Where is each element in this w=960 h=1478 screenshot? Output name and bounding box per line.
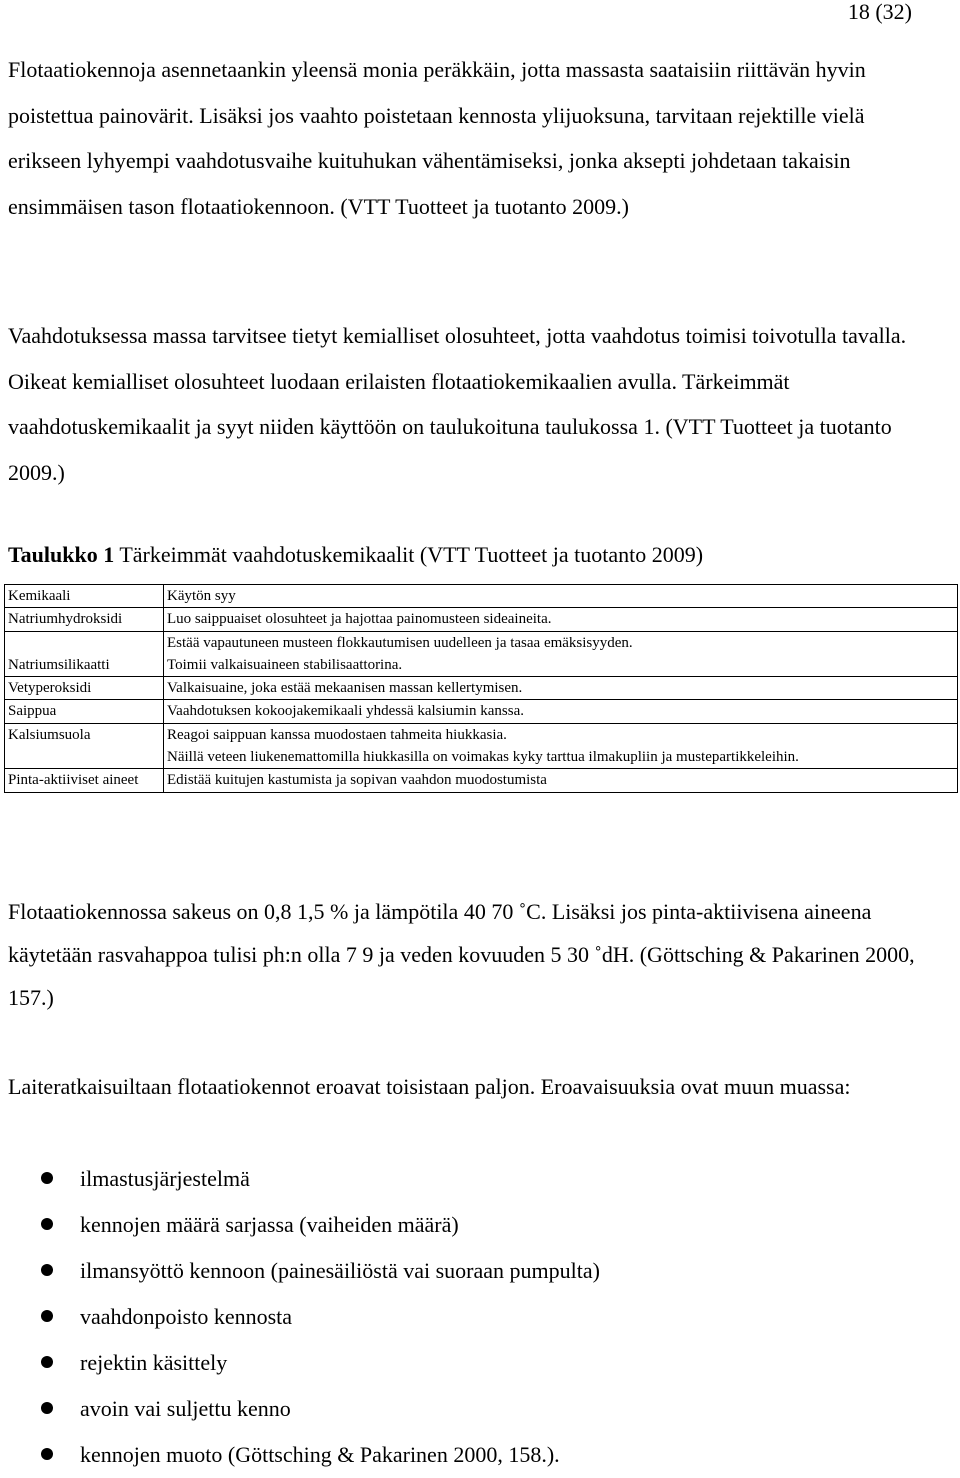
- header-reason: Käytön syy: [164, 585, 958, 608]
- paragraph-flotation-cells: Flotaatiokennoja asennetaankin yleensä monia peräkkäin, jotta massasta saataisiin riittävän hyvin poistettua painovärit. Lisäksi jos vaahto poistetaan kennosta ylijuoksuna, tarvitaan rejektille vielä erikseen lyhyempi vaahdotusvaihe kuituhukan vähentämiseksi, jonka aksepti johdetaan takaisin ensimmäisen tason flotaatiokennoon. (VTT Tuotteet ja tuotanto 2009.): [8, 57, 866, 219]
- paragraph-equipment-differences: Laiteratkaisuiltaan flotaatiokennot eroavat toisistaan paljon. Eroavaisuuksia ovat muun muassa:: [8, 1074, 851, 1099]
- list-item-text: avoin vai suljettu kenno: [80, 1396, 291, 1421]
- reason-line: Luo saippuaiset olosuhteet ja hajottaa painomusteen sideaineita.: [167, 611, 552, 628]
- bullet-icon: [41, 1402, 53, 1414]
- table-row: [5, 631, 958, 677]
- chemical-name: Saippua: [5, 700, 164, 723]
- chemical-reason: [164, 677, 958, 700]
- chemical-name: Vetyperoksidi: [5, 677, 164, 700]
- chemical-name: Natriumsilikaatti: [5, 631, 164, 677]
- bullet-icon: [41, 1264, 53, 1276]
- list-item-text: vaahdonpoisto kennosta: [80, 1304, 293, 1329]
- reason-line: Edistää kuitujen kastumista ja sopivan vaahdon muodostumista: [167, 772, 547, 789]
- table-header-row: [5, 585, 958, 608]
- list-item: [0, 1156, 600, 1202]
- table-row: [5, 723, 958, 769]
- list-item-text: ilmastusjärjestelmä: [80, 1166, 250, 1191]
- list-item: [0, 1432, 600, 1478]
- table-caption-label: Taulukko 1: [8, 542, 115, 567]
- reason-line: Toimii valkaisuaineen stabilisaattorina.: [167, 656, 403, 673]
- chemical-reason: [164, 769, 958, 792]
- chemical-name: Pinta-aktiiviset aineet: [5, 769, 164, 792]
- chemical-reason: [164, 723, 958, 769]
- header-chemical: Kemikaali: [5, 585, 164, 608]
- bullet-icon: [41, 1172, 53, 1184]
- table-row: [5, 769, 958, 792]
- differences-list: [0, 1156, 600, 1478]
- chemical-name: Natriumhydroksidi: [5, 608, 164, 631]
- page-number: 18 (32): [847, 0, 912, 24]
- bullet-icon: [41, 1218, 53, 1230]
- list-item: [0, 1340, 600, 1386]
- table-row: [5, 608, 958, 631]
- list-item-text: kennojen muoto (Göttsching & Pakarinen 2000, 158.).: [80, 1442, 560, 1467]
- list-item-text: ilmansyöttö kennoon (painesäiliöstä vai suoraan pumpulta): [80, 1258, 600, 1283]
- reason-line: Estää vapautuneen musteen flokkautumisen uudelleen ja tasaa emäksisyyden.: [167, 634, 633, 651]
- paragraph-consistency: Flotaatiokennossa sakeus on 0,8 1,5 % ja lämpötila 40 70 ˚C. Lisäksi jos pinta-aktiivisena aineena käytetään rasvahappoa tulisi ph:n olla 7 9 ja veden kovuuden 5 30 ˚dH. (Göttsching & Pakarinen 2000, 157.): [8, 899, 915, 1010]
- list-item-text: kennojen määrä sarjassa (vaiheiden määrä): [80, 1212, 459, 1237]
- list-item: [0, 1248, 600, 1294]
- table-row: [5, 677, 958, 700]
- paragraph-chemical-conditions: Vaahdotuksessa massa tarvitsee tietyt kemialliset olosuhteet, jotta vaahdotus toimisi toivotulla tavalla. Oikeat kemialliset olosuhteet luodaan erilaisten flotaatiokemikaalien avulla. Tärkeimmät vaahdotuskemikaalit ja syyt niiden käyttöön on taulukoituna taulukossa 1. (VTT Tuotteet ja tuotanto 2009.): [8, 323, 907, 485]
- chemical-name: Kalsiumsuola: [5, 723, 164, 769]
- bullet-icon: [41, 1448, 53, 1460]
- table-row: [5, 700, 958, 723]
- chemical-reason: [164, 608, 958, 631]
- reason-line: Näillä veteen liukenemattomilla hiukkasilla on voimakas kyky tarttua ilmakupliin ja mustepartikkeleihin.: [167, 749, 799, 766]
- table-caption: [8, 540, 703, 570]
- reason-line: Valkaisuaine, joka estää mekaanisen massan kellertymisen.: [167, 680, 523, 697]
- bullet-icon: [41, 1310, 53, 1322]
- bullet-icon: [41, 1356, 53, 1368]
- table-caption-text: Tärkeimmät vaahdotuskemikaalit (VTT Tuotteet ja tuotanto 2009): [114, 542, 704, 567]
- reason-line: Vaahdotuksen kokoojakemikaali yhdessä kalsiumin kanssa.: [167, 703, 525, 720]
- reason-line: Reagoi saippuan kanssa muodostaen tahmeita hiukkasia.: [167, 726, 507, 743]
- list-item-text: rejektin käsittely: [80, 1350, 228, 1375]
- chemical-reason: [164, 700, 958, 723]
- chemical-reason: [164, 631, 958, 677]
- list-item: [0, 1386, 600, 1432]
- list-item: [0, 1202, 600, 1248]
- list-item: [0, 1294, 600, 1340]
- chemicals-table: [4, 584, 958, 793]
